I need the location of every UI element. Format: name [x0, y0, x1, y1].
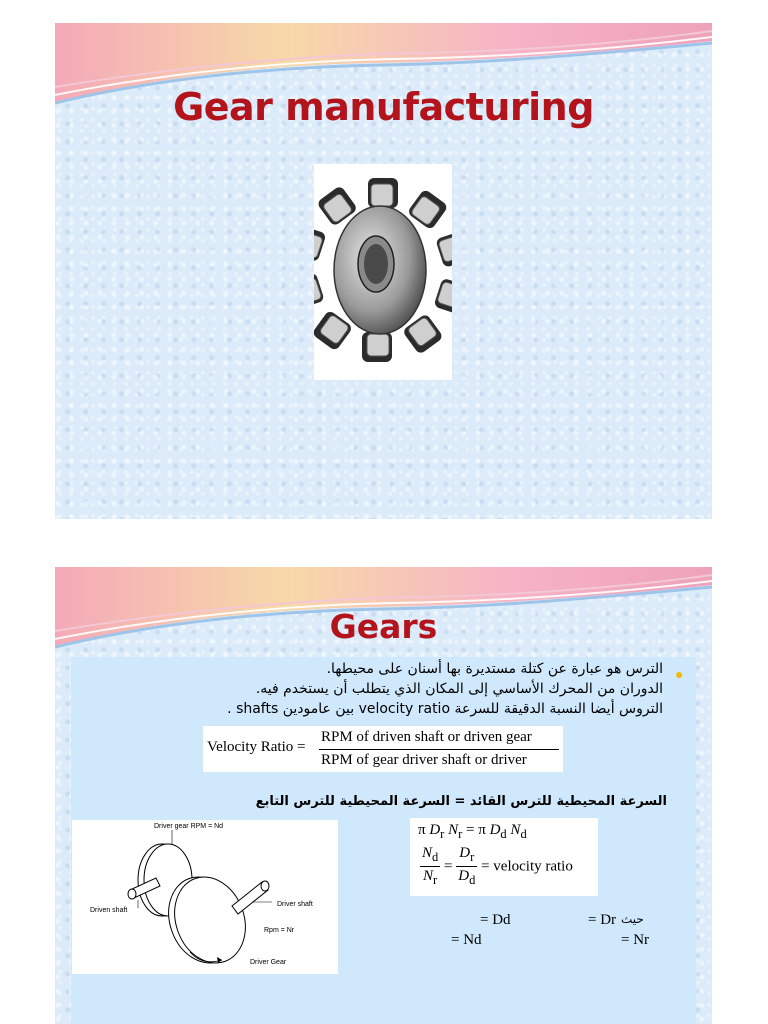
where-label: حيث	[621, 912, 644, 926]
gear-diagram	[72, 820, 338, 974]
def-nd: = Nd	[451, 932, 482, 948]
equation-velocity-ratio: $\frac{N_d}{N_r}$ = $\frac{D_r}{D_d}$ = velocity ratio	[422, 845, 573, 887]
velocity-ratio-formula	[203, 726, 563, 772]
bullet-icon: ●	[675, 666, 684, 682]
arabic-line-2: الدوران من المحرك الأساسي إلى المكان الذي يتطلب أن يستخدم فيه.	[255, 681, 663, 697]
def-nr: = Nr	[621, 932, 650, 948]
peripheral-speed-statement: السرعة المحيطية للترس القائد = السرعة المحيطية للترس التابع	[255, 794, 667, 809]
equation-peripheral-speed: π $D_r$ $N_r = \pi$ $D_d$ $N_d$	[418, 822, 527, 841]
def-dr: = Dr	[588, 912, 617, 928]
slide-title: Gear manufacturing	[173, 85, 594, 129]
diagram-label-driver-gear: Driver Gear	[250, 959, 287, 966]
diagram-label-driven-shaft: Driven shaft	[90, 907, 128, 914]
slide-title: Gears	[329, 607, 438, 646]
slide-gear-manufacturing	[55, 23, 712, 519]
formula-lhs: Velocity Ratio =	[207, 739, 306, 755]
gear-cutter-image	[314, 164, 452, 380]
diagram-label-rpm: Rpm = Nr	[264, 927, 295, 934]
fraction-bar	[319, 749, 559, 750]
def-dd: = Dd	[480, 912, 511, 928]
slide-gears	[55, 567, 712, 1024]
formula-numerator: RPM of driven shaft or driven gear	[321, 729, 532, 745]
diagram-label-top: Driver gear RPM = Nd	[154, 823, 224, 830]
gear-equations	[410, 818, 598, 896]
arabic-line-3: التروس أيضا النسبة الدقيقة للسرعة velocity ratio بين عامودين shafts .	[227, 701, 663, 717]
arabic-line-1: الترس هو عبارة عن كتلة مستديرة بها أسنان على محيطها.	[326, 661, 663, 677]
formula-denominator: RPM of gear driver shaft or driver	[321, 752, 527, 768]
diagram-label-driver-shaft: Driver shaft	[277, 901, 313, 908]
